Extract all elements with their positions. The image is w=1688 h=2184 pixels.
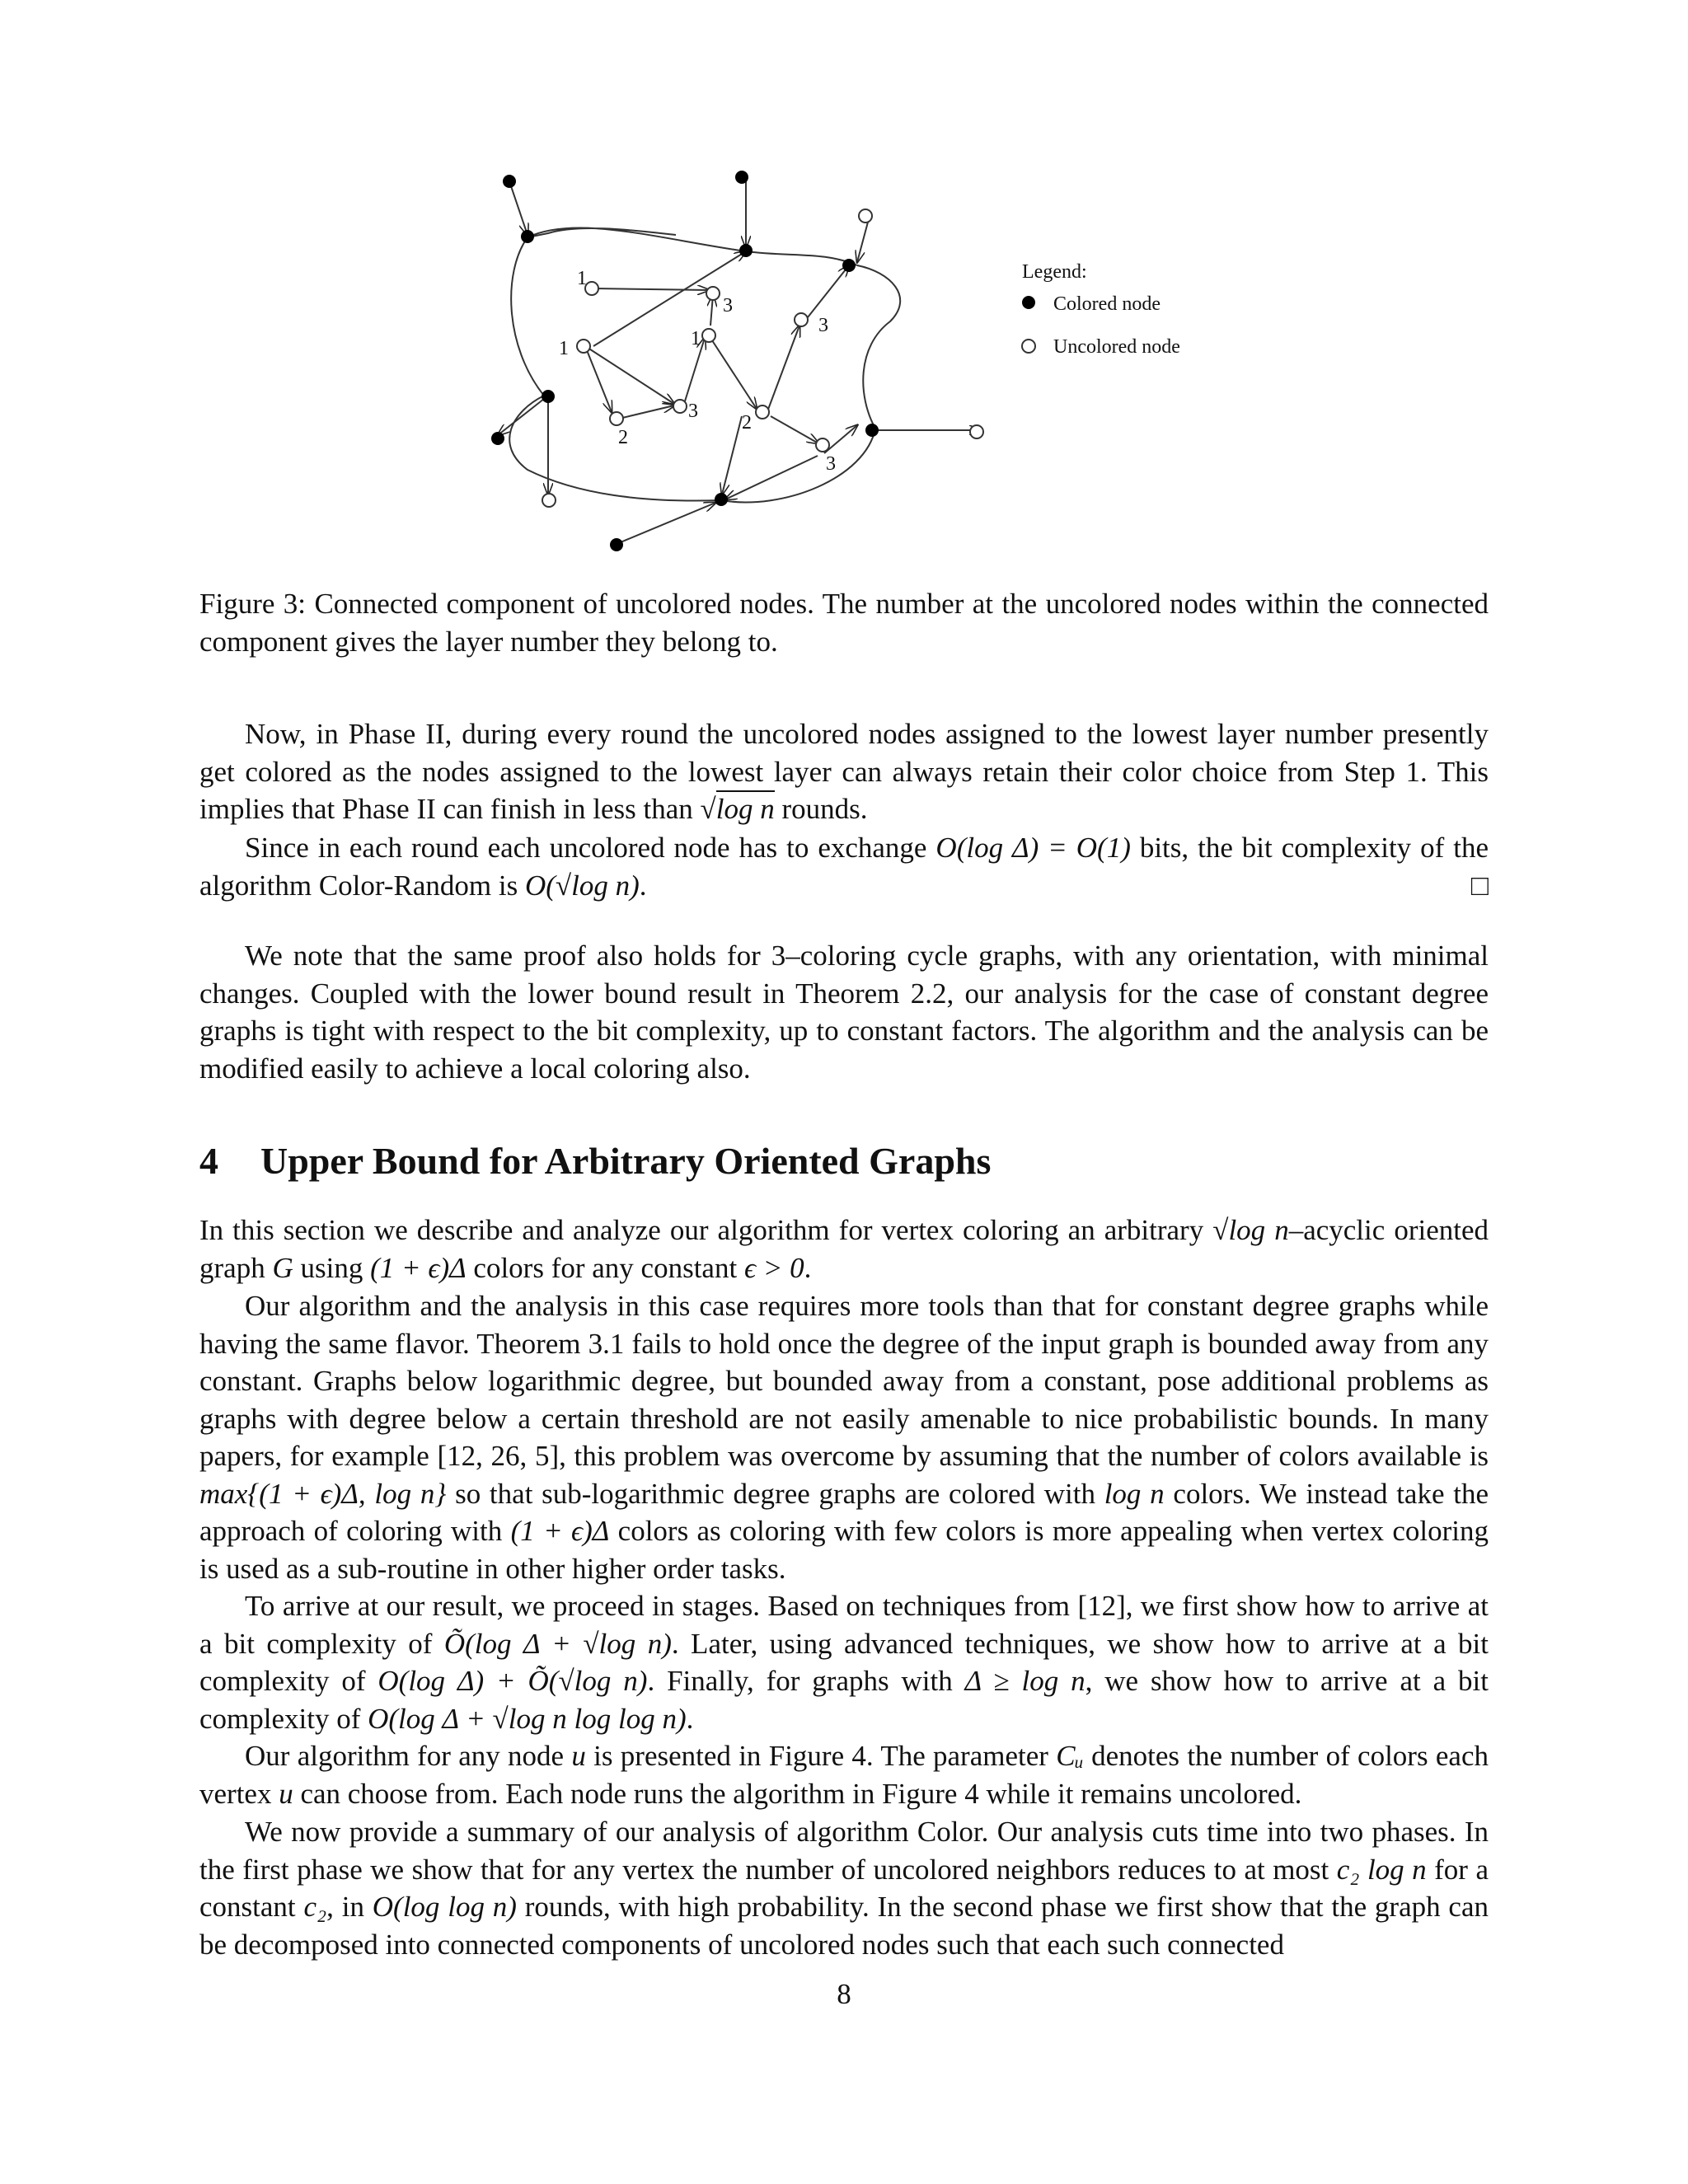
uncolored-node [673, 400, 687, 413]
legend-uncolored-label: Uncolored node [1053, 336, 1180, 358]
uncolored-node [816, 438, 829, 452]
uncolored-node [970, 425, 983, 438]
colored-node [491, 432, 504, 445]
figure-edges [498, 180, 981, 544]
paragraph-stages: To arrive at our result, we proceed in stages. Based on techniques from [12], we first show how to arrive at a bit complexity of Õ(log Δ + √log n). Later, using advanced techniques, we show how to arrive at a bit complexity of O(log Δ) + Õ(√log n). Finally, for graphs with Δ ≥ log n, we show how to arrive at a bit complexity of O(log Δ + √log n log log n). [199, 1590, 1489, 1735]
uncolored-node [585, 282, 598, 295]
paragraph-section4-intro: In this section we describe and analyze our algorithm for vertex coloring an arbitrary √log n–acyclic oriented graph G using (1 + ϵ)Δ colors for any constant ϵ > 0. [199, 1214, 1489, 1284]
uncolored-node [859, 209, 872, 223]
component-boundary [509, 227, 900, 502]
uncolored-node [706, 287, 720, 300]
colored-node [865, 424, 879, 437]
paragraph-algorithm: Our algorithm for any node u is presented in Figure 4. The parameter Cᵤ denotes the number of colors each vertex u can choose from. Each node runs the algorithm in Figure 4 while it remains uncolored. [199, 1740, 1489, 1810]
uncolored-node [610, 412, 623, 425]
colored-node [739, 244, 753, 257]
layer-labels [559, 268, 836, 475]
figure-caption: Figure 3: Connected component of uncolored nodes. The number at the uncolored nodes within the connected component gives the layer number they belong to. [199, 588, 1489, 658]
layer-label: 1 [691, 328, 701, 349]
colored-node [735, 171, 748, 184]
legend-colored-marker [1022, 296, 1035, 309]
qed-symbol: □ [1470, 869, 1489, 902]
paragraph-cycle-graphs: We note that the same proof also holds for 3–coloring cycle graphs, with any orientation, with minimal changes. Coupled with the lower bound result in Theorem 2.2, our analysis for the case of constant degree graphs is tight with respect to the bit complexity, up to constant factors. The algorithm and the analysis can be modified easily to achieve a local coloring also. [199, 940, 1489, 1085]
colored-node [610, 538, 623, 551]
paragraph-tools: Our algorithm and the analysis in this case requires more tools than that for constant degree graphs while having the same flavor. Theorem 3.1 fails to hold once the degree of the input graph is bounded away from any constant. Graphs below logarithmic degree, but bounded away from a constant, pose additional problems as graphs with degree below a certain threshold are not easily amenable to nice probabilistic bounds. In many papers, for example [12, 26, 5], this problem was overcome by assuming that the number of colors available is max{(1 + ϵ)Δ, log n} so that sub-logarithmic degree graphs are colored with log n colors. We instead take the approach of coloring with (1 + ϵ)Δ colors as coloring with few colors is more appealing when vertex coloring is used as a sub-routine in other higher order tasks. [199, 1290, 1489, 1585]
uncolored-node [702, 329, 715, 342]
layer-label: 3 [818, 315, 828, 336]
paragraph-phase-ii: Now, in Phase II, during every round the uncolored nodes assigned to the lowest layer number presently get colored as the nodes assigned to the lowest layer can always retain their color choice from Step 1. This implies that Phase II can finish in less than √log n rounds. [199, 718, 1489, 825]
layer-label: 2 [742, 412, 752, 434]
uncolored-node [795, 313, 808, 326]
colored-node [842, 259, 856, 272]
legend-title: Legend: [1022, 261, 1087, 283]
section-heading: 4 Upper Bound for Arbitrary Oriented Graphs [199, 1140, 992, 1182]
layer-label: 3 [826, 453, 836, 475]
uncolored-node [542, 494, 556, 507]
legend-colored-label: Colored node [1053, 293, 1160, 315]
page-number: 8 [837, 1978, 851, 2010]
layer-label: 2 [618, 427, 628, 448]
colored-node [715, 493, 728, 506]
layer-label: 1 [559, 338, 569, 359]
uncolored-nodes [542, 209, 983, 507]
paragraph-summary: We now provide a summary of our analysis of algorithm Color. Our analysis cuts time into two phases. In the first phase we show that for any vertex the number of uncolored neighbors reduces to at most c₂ log n for a constant c₂, in O(log log n) rounds, with high probability. In the second phase we first show that the graph can be decomposed into connected components of uncolored nodes such that each such connected [199, 1816, 1489, 1961]
layer-label: 1 [577, 268, 587, 289]
colored-node [503, 175, 516, 188]
colored-node [521, 230, 534, 243]
layer-label: 3 [688, 401, 698, 422]
paragraph-bit-complexity: Since in each round each uncolored node has to exchange O(log Δ) = O(1) bits, the bit complexity of the algorithm Color-Random is O(√log n). □ [199, 829, 1489, 904]
legend [1022, 261, 1180, 358]
uncolored-node [577, 340, 590, 353]
uncolored-node [756, 405, 769, 419]
legend-uncolored-marker [1022, 340, 1035, 353]
figure-3 [0, 0, 1688, 577]
colored-node [542, 390, 555, 403]
layer-label: 3 [723, 295, 733, 316]
